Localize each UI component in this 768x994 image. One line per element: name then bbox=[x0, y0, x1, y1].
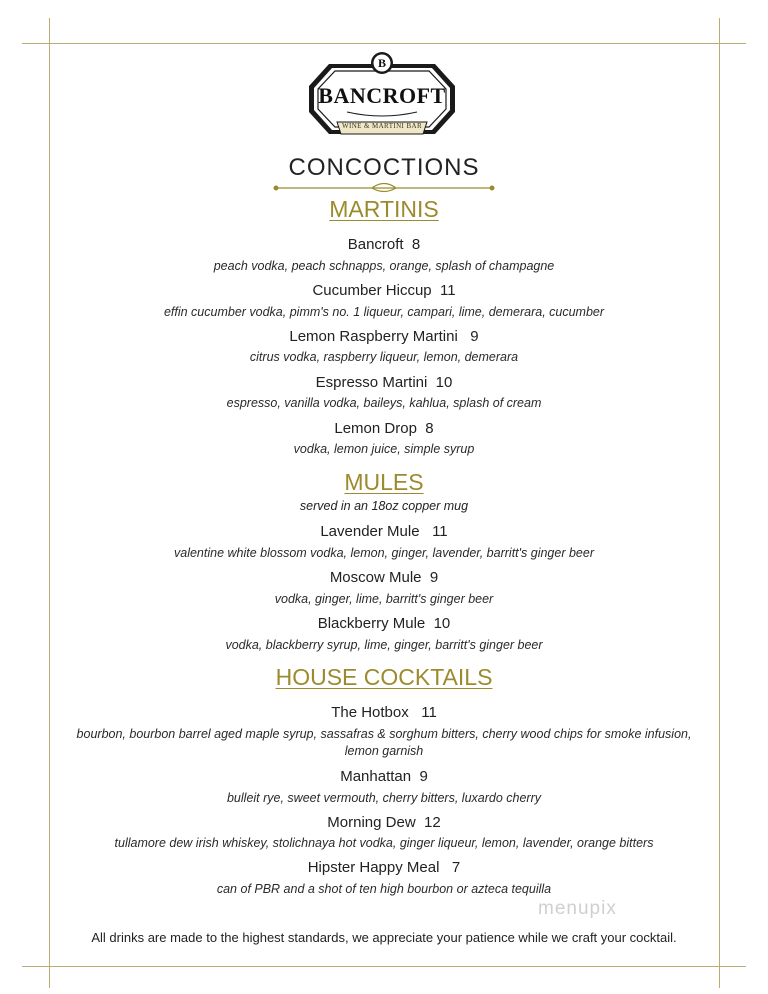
menu-item-name: Lemon Drop 8 bbox=[334, 420, 434, 437]
menu-item-name: Cucumber Hiccup 11 bbox=[312, 282, 456, 299]
logo-tagline: WINE & MARTINI BAR bbox=[341, 122, 423, 130]
section-heading-house-cocktails: HOUSE COCKTAILS bbox=[275, 664, 493, 690]
section-note-mules: served in an 18oz copper mug bbox=[299, 499, 469, 513]
menu-item-description: valentine white blossom vodka, lemon, ginger, lavender, barritt's ginger beer bbox=[174, 546, 594, 560]
menu-item-description: vodka, lemon juice, simple syrup bbox=[293, 442, 475, 456]
menu-item-description: can of PBR and a shot of ten high bourbon or azteca tequilla bbox=[216, 882, 552, 896]
menu-item-description: effin cucumber vodka, pimm's no. 1 liqueur, campari, lime, demerara, cucumber bbox=[163, 305, 605, 319]
menu-item-description: vodka, blackberry syrup, lime, ginger, barritt's ginger beer bbox=[225, 638, 543, 652]
menu-item-description: vodka, ginger, lime, barritt's ginger beer bbox=[274, 592, 494, 606]
menu-item-name: Lavender Mule 11 bbox=[320, 523, 448, 540]
menupix-watermark: menupix bbox=[538, 898, 617, 919]
menu-item-name: Blackberry Mule 10 bbox=[317, 615, 451, 632]
section-heading-mules: MULES bbox=[344, 469, 424, 495]
frame-left-line bbox=[49, 18, 50, 988]
logo-name: BANCROFT bbox=[318, 83, 446, 108]
frame-bottom-line bbox=[22, 966, 746, 967]
menu-item-name: Moscow Mule 9 bbox=[329, 569, 439, 586]
section-heading-martinis: MARTINIS bbox=[329, 196, 439, 222]
menu-item-description: espresso, vanilla vodka, baileys, kahlua, splash of cream bbox=[226, 396, 542, 410]
menu-item-name: The Hotbox 11 bbox=[331, 704, 437, 721]
menu-item-description: bourbon, bourbon barrel aged maple syrup, sassafras & sorghum bitters, cherry wood chips for smoke infusion, lemon garnish bbox=[76, 727, 692, 758]
menu-item-description: tullamore dew irish whiskey, stolichnaya hot vodka, ginger liqueur, lemon, lavender, orange bitters bbox=[114, 836, 654, 850]
logo-badge-letter: B bbox=[377, 56, 386, 70]
menu-item-name: Bancroft 8 bbox=[347, 236, 421, 253]
menu-item-name: Espresso Martini 10 bbox=[315, 374, 453, 391]
footer-note: All drinks are made to the highest standards, we appreciate your patience while we craft your cocktail. bbox=[91, 930, 677, 945]
menu-item-description: peach vodka, peach schnapps, orange, splash of champagne bbox=[213, 259, 555, 273]
menu-item-description: citrus vodka, raspberry liqueur, lemon, demerara bbox=[249, 350, 519, 364]
frame-top-line bbox=[22, 43, 746, 44]
menu-item-description: bulleit rye, sweet vermouth, cherry bitters, luxardo cherry bbox=[226, 791, 541, 805]
page-title: CONCOCTIONS bbox=[288, 154, 480, 181]
frame-right-line bbox=[719, 18, 720, 988]
menu-item-name: Lemon Raspberry Martini 9 bbox=[289, 328, 479, 345]
menu-item-name: Manhattan 9 bbox=[340, 768, 428, 785]
title-flourish-icon bbox=[272, 181, 496, 195]
bancroft-logo bbox=[307, 50, 457, 146]
menu-item-name: Morning Dew 12 bbox=[327, 814, 441, 831]
menu-item-name: Hipster Happy Meal 7 bbox=[307, 859, 461, 876]
